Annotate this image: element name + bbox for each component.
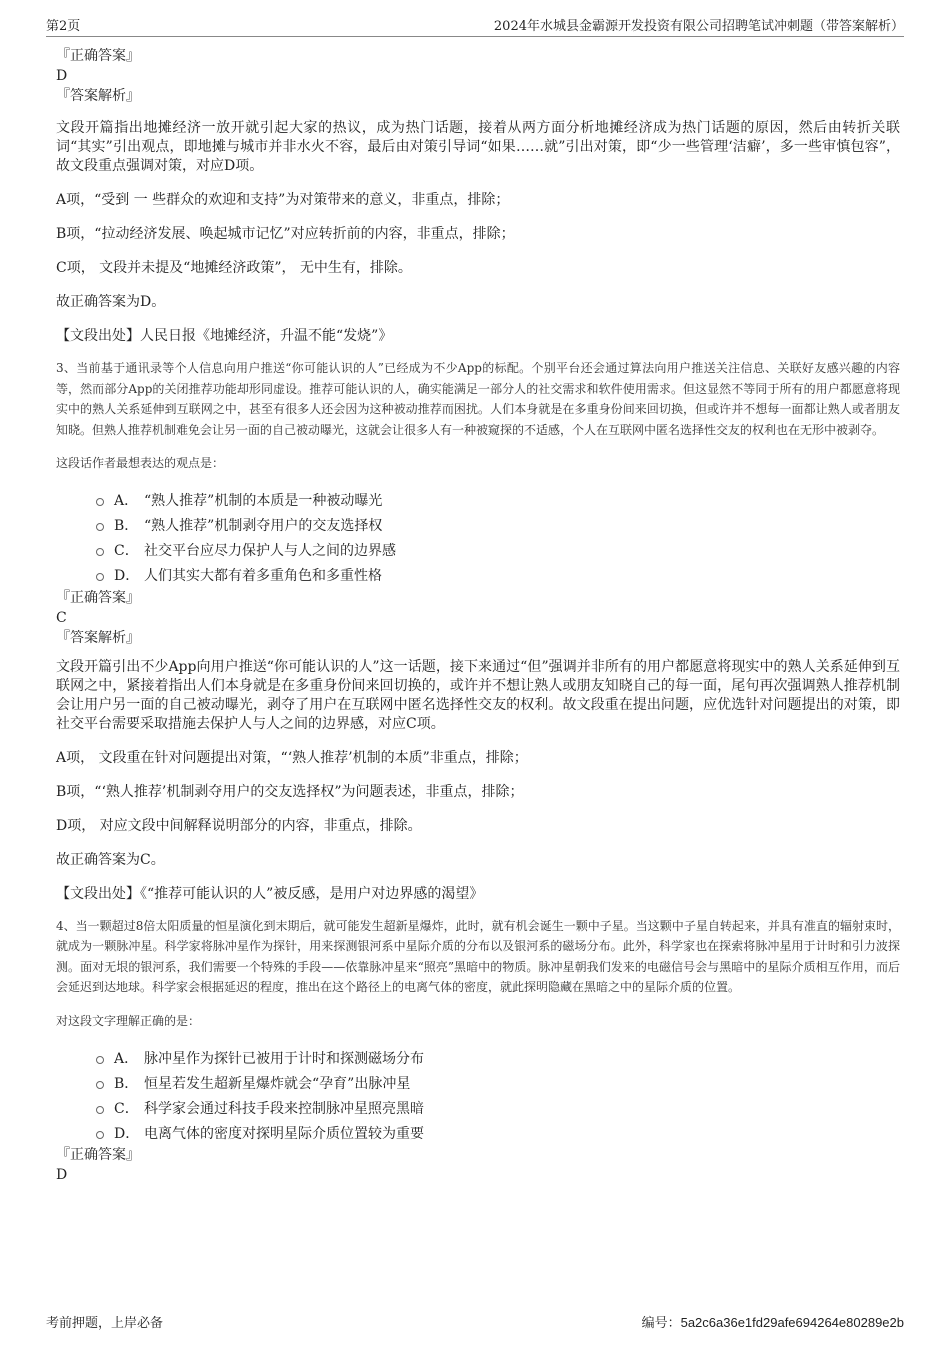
document-code-label: 编号： <box>641 1316 681 1331</box>
option-letter: C． <box>114 1100 139 1117</box>
analysis-label: 『答案解析』 <box>56 88 140 104</box>
option-a[interactable] <box>96 1045 900 1070</box>
analysis-conclusion: 故正确答案为C。 <box>56 851 165 868</box>
radio-icon[interactable] <box>96 548 104 556</box>
option-text: 电离气体的密度对探明星际介质位置较为重要 <box>144 1125 424 1142</box>
document-body <box>56 46 900 1185</box>
page-footer <box>46 1312 904 1331</box>
page-header <box>46 14 904 37</box>
document-code <box>642 1312 904 1331</box>
analysis-option-b: B项，“拉动经济发展、唤起城市记忆”对应转折前的内容，非重点，排除； <box>56 226 515 242</box>
option-letter: A． <box>114 1050 139 1067</box>
analysis-paragraph: 文段开篇指出地摊经济一放开就引起大家的热议，成为热门话题，接着从两方面分析地摊经济成为热门话题的原因，然后由转折关联词“其实”引出观点，即地摊与城市并非水火不容，最后由对策引导词“如果……就”引出对策，即“少一些管理‘洁癖’，多一些审慎包容”，故文段重点强调对策，对应D项。 <box>56 120 900 174</box>
radio-icon[interactable] <box>96 1056 104 1064</box>
option-letter: A． <box>114 493 139 509</box>
option-letter: B． <box>114 1075 139 1092</box>
answer-label: 『正确答案』 <box>56 1147 140 1163</box>
analysis-option-a: A项，“受到 一 些群众的欢迎和支持”为对策带来的意义，非重点，排除； <box>56 192 510 208</box>
option-c[interactable] <box>96 538 900 563</box>
option-text: 社交平台应尽力保护人与人之间的边界感 <box>144 543 396 559</box>
source-citation: 【文段出处】人民日报《地摊经济，升温不能“发烧”》 <box>56 328 393 344</box>
analysis-option-b: B项，“‘熟人推荐’机制剥夺用户的交友选择权”为问题表述，非重点，排除； <box>56 783 524 800</box>
option-letter: D． <box>114 1125 140 1142</box>
question-stem: 这段话作者最想表达的观点是： <box>56 456 225 470</box>
answer-value: C <box>56 609 67 626</box>
question-stem: 对这段文字理解正确的是： <box>56 1013 201 1028</box>
radio-icon[interactable] <box>96 1131 104 1139</box>
analysis-label: 『答案解析』 <box>56 629 140 646</box>
radio-icon[interactable] <box>96 1081 104 1089</box>
option-c[interactable] <box>96 1095 900 1120</box>
radio-icon[interactable] <box>96 523 104 531</box>
option-letter: B． <box>114 518 139 534</box>
option-text: 科学家会通过科技手段来控制脉冲星照亮黑暗 <box>144 1100 424 1117</box>
option-a[interactable] <box>96 488 900 513</box>
analysis-option-a: A项， 文段重在针对问题提出对策，“‘熟人推荐’机制的本质”非重点，排除； <box>56 749 528 766</box>
option-text: “熟人推荐”机制的本质是一种被动曝光 <box>144 493 383 509</box>
option-d[interactable] <box>96 563 900 588</box>
analysis-paragraph: 文段开篇引出不少App向用户推送“你可能认识的人”这一话题，接下来通过“但”强调并非所有的用户都愿意将现实中的熟人关系延伸到互联网之中，紧接着指出人们本身就是在多重身份间来回切换的，或许并不想让熟人或朋友知晓自己的每一面，尾句再次强调熟人推荐机制会让用户另一面的自己被动曝光，剥夺了用户在互联网中匿名选择性交友的权利。故文段重在提出问题，应优选针对问题提出的对策，即社交平台需要采取措施去保护人与人之间的边界感，对应C项。 <box>56 658 900 732</box>
question-text: 4、当一颗超过8倍太阳质量的恒星演化到末期后，就可能发生超新星爆炸，此时，就有机会诞生一颗中子星。当这颗中子星自转起来，并具有准直的辐射束时，就成为一颗脉冲星。科学家将脉冲星作为探针，用来探测银河系中星际介质的分布以及银河系的磁场分布。此外，科学家也在探索将脉冲星用于计时和引力波探测。面对无垠的银河系，我们需要一个特殊的手段——依靠脉冲星来“照亮”黑暗中的物质。脉冲星朝我们发来的电磁信号会与黑暗中的星际介质相互作用，而后会延迟到达地球。科学家会根据延迟的程度，推出在这个路径上的电离气体的密度，就此探明隐藏在黑暗之中的星际介质的位置。 <box>56 918 900 994</box>
answer-value: D <box>56 68 68 84</box>
option-d[interactable] <box>96 1120 900 1145</box>
option-letter: C． <box>114 543 139 559</box>
option-text: “熟人推荐”机制剥夺用户的交友选择权 <box>144 518 383 534</box>
source-citation: 【文段出处】《“推荐可能认识的人”被反感，是用户对边界感的渴望》 <box>56 885 484 902</box>
option-b[interactable] <box>96 513 900 538</box>
radio-icon[interactable] <box>96 1106 104 1114</box>
analysis-option-d: D项， 对应文段中间解释说明部分的内容，非重点，排除。 <box>56 817 422 834</box>
analysis-conclusion: 故正确答案为D。 <box>56 294 166 310</box>
document-code-value: 5a2c6a36e1fd29afe694264e80289e2b <box>680 1315 904 1330</box>
answer-label: 『正确答案』 <box>56 589 140 606</box>
option-text: 人们其实大都有着多重角色和多重性格 <box>144 568 382 584</box>
page-number: 第2页 <box>46 19 81 34</box>
radio-icon[interactable] <box>96 498 104 506</box>
option-text: 恒星若发生超新星爆炸就会“孕育”出脉冲星 <box>144 1075 411 1092</box>
analysis-option-c: C项， 文段并未提及“地摊经济政策”， 无中生有，排除。 <box>56 260 412 276</box>
option-b[interactable] <box>96 1070 900 1095</box>
footer-slogan: 考前押题，上岸必备 <box>46 1316 164 1331</box>
answer-label: 『正确答案』 <box>56 48 140 64</box>
document-title: 2024年水城县金霸源开发投资有限公司招聘笔试冲刺题（带答案解析） <box>493 19 904 34</box>
option-letter: D． <box>114 568 140 584</box>
answer-value: D <box>56 1167 68 1183</box>
radio-icon[interactable] <box>96 573 104 581</box>
question-text: 3、当前基于通讯录等个人信息向用户推送“你可能认识的人”已经成为不少App的标配。个别平台还会通过算法向用户推送关注信息、关联好友感兴趣的内容等，然而部分App的关闭推荐功能却形同虚设。推荐可能认识的人，确实能满足一部分人的社交需求和软件使用需求。但这显然不等同于所有的用户都愿意将现实中的熟人关系延伸到互联网之中，甚至有很多人还会因为这种被动推荐而困扰。人们本身就是在多重身份间来回切换，但或许并不想每一面都让熟人或者朋友知晓。但熟人推荐机制难免会让另一面的自己被动曝光，这就会让很多人有一种被窥探的不适感，个人在互联网中匿名选择性交友的权利也在无形中被剥夺。 <box>56 361 900 437</box>
option-text: 脉冲星作为探针已被用于计时和探测磁场分布 <box>144 1050 424 1067</box>
